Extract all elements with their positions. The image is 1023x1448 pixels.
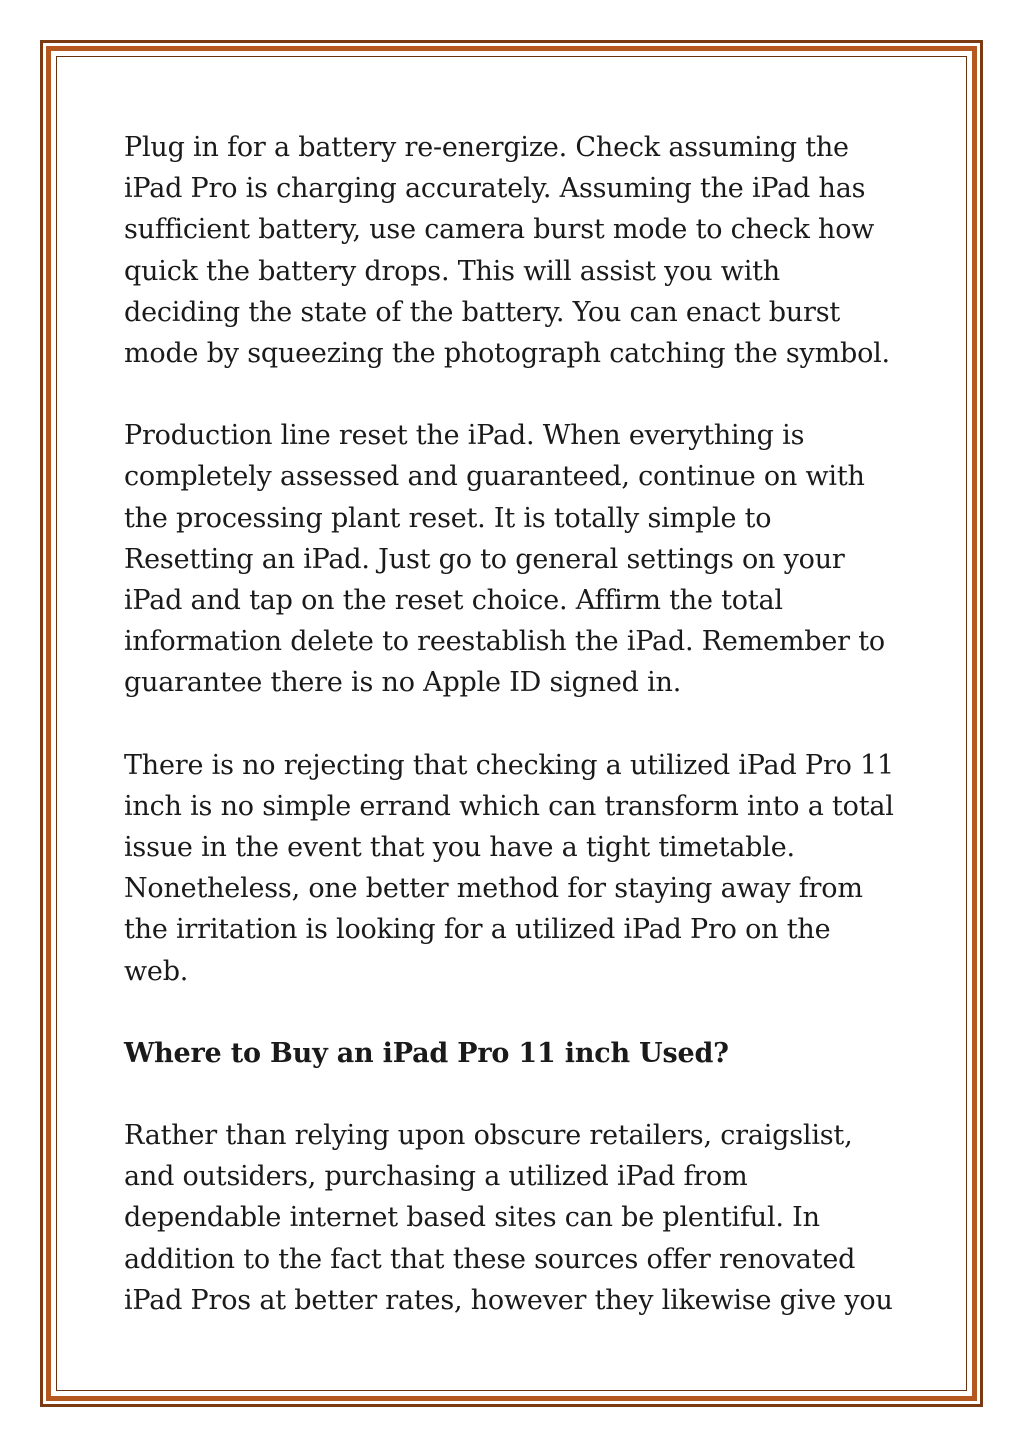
document-body	[124, 127, 914, 1362]
text-line: There is no rejecting that checking a utilized iPad Pro 11	[124, 749, 894, 781]
paragraph-factory-reset	[124, 415, 914, 703]
text-line: dependable internet based sites can be plentiful. In	[124, 1202, 820, 1234]
section-heading: Where to Buy an iPad Pro 11 inch Used?	[124, 1037, 729, 1069]
text-line: quick the battery drops. This will assist you with	[124, 255, 780, 287]
text-line: completely assessed and guaranteed, continue on with	[124, 461, 865, 493]
paragraph-battery	[124, 127, 914, 374]
text-line: iPad Pro is charging accurately. Assuming the iPad has	[124, 173, 866, 205]
text-line: web.	[124, 955, 189, 987]
text-line: and outsiders, purchasing a utilized iPad from	[124, 1161, 748, 1193]
text-line: iPad Pros at better rates, however they likewise give you	[124, 1284, 893, 1316]
text-line: mode by squeezing the photograph catching the symbol.	[124, 338, 890, 370]
text-line: Plug in for a battery re-energize. Check assuming the	[124, 132, 849, 163]
text-line: the processing plant reset. It is totally simple to	[124, 502, 772, 534]
text-line: Rather than relying upon obscure retailers, craigslist,	[124, 1120, 853, 1152]
text-line: deciding the state of the battery. You can enact burst	[124, 296, 841, 328]
text-line: guarantee there is no Apple ID signed in.	[124, 667, 682, 699]
paragraph-where-to-buy	[124, 1115, 914, 1321]
text-line: addition to the fact that these sources offer renovated	[124, 1243, 856, 1275]
text-line: issue in the event that you have a tight timetable.	[124, 832, 795, 864]
paragraph-checking	[124, 745, 914, 992]
text-line: information delete to reestablish the iPad. Remember to	[124, 626, 885, 658]
text-line: Resetting an iPad. Just go to general settings on your	[124, 543, 845, 575]
text-line: Nonetheless, one better method for staying away from	[124, 873, 863, 905]
text-line: Production line reset the iPad. When everything is	[124, 420, 805, 452]
text-line: iPad and tap on the reset choice. Affirm the total	[124, 585, 783, 617]
text-line: sufficient battery, use camera burst mode to check how	[124, 214, 875, 246]
text-line: the irritation is looking for a utilized iPad Pro on the	[124, 914, 831, 946]
text-line: inch is no simple errand which can transform into a total	[124, 790, 894, 822]
